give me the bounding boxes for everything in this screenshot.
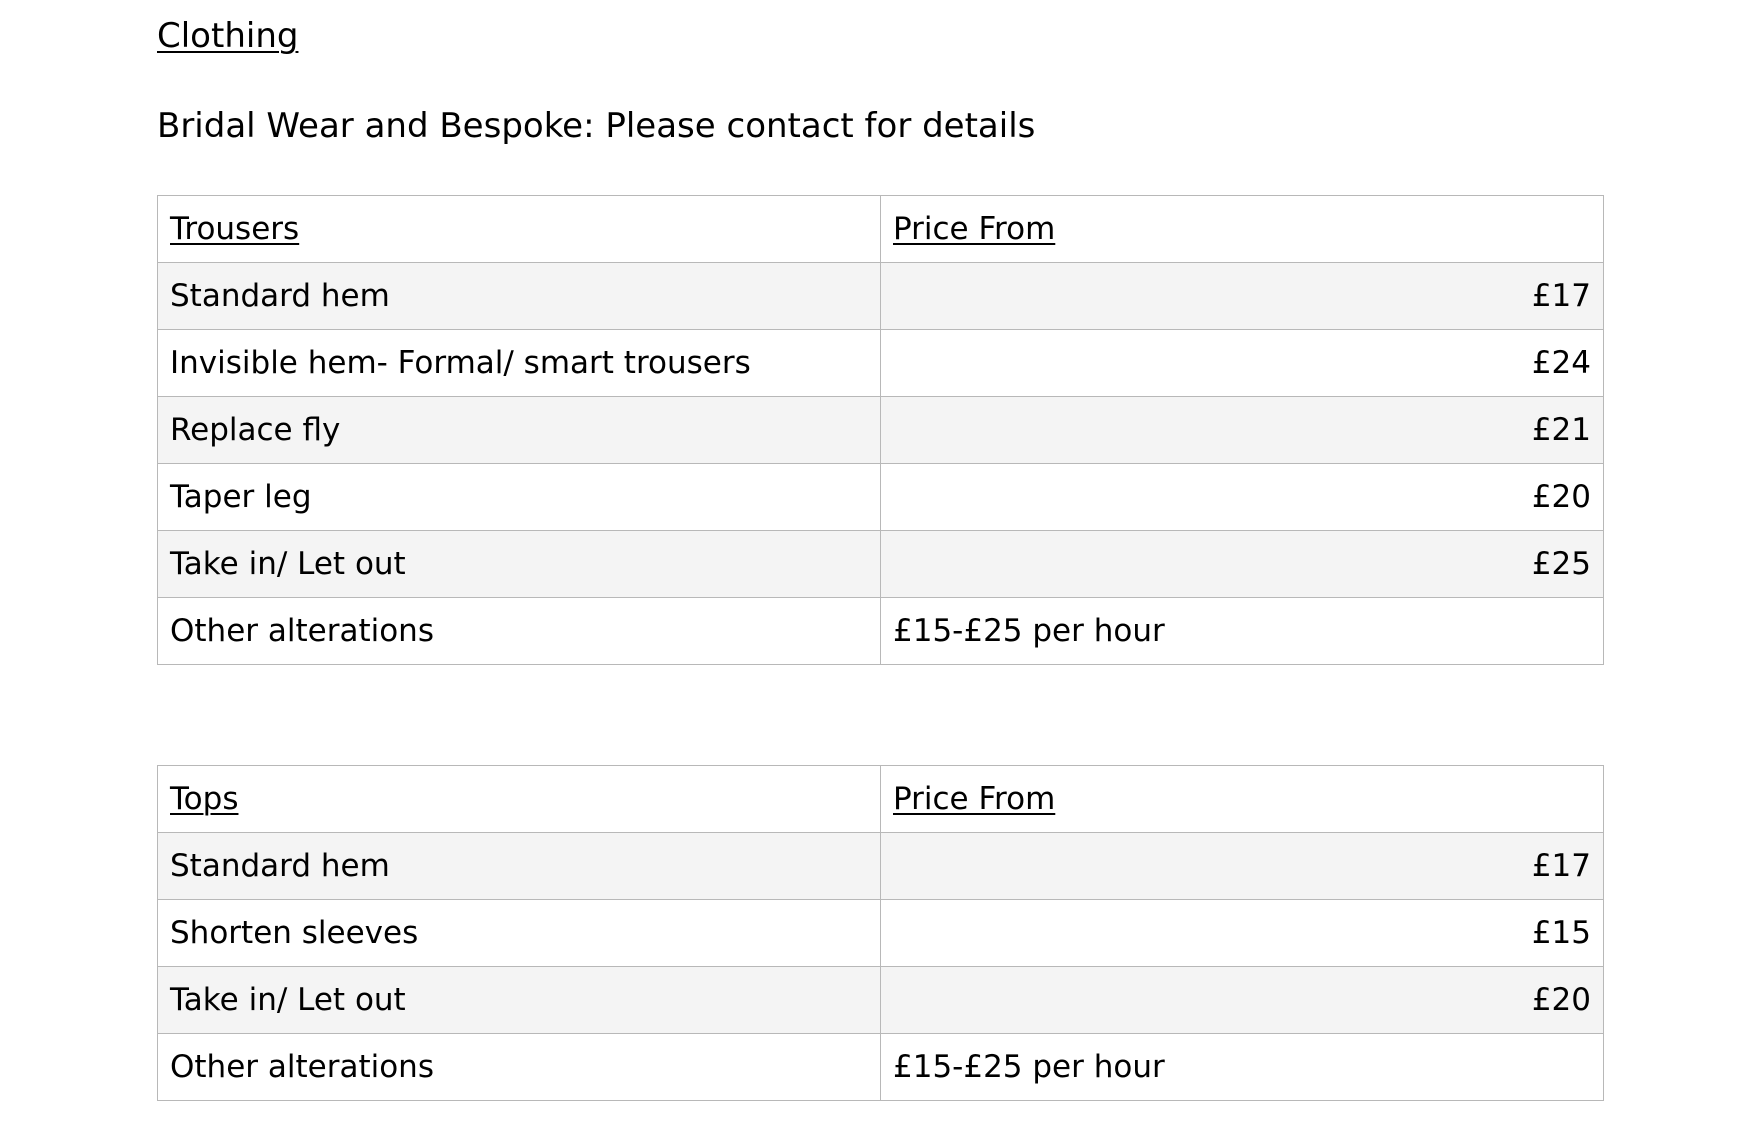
table-row: [158, 330, 1604, 397]
item-cell: Standard hem: [158, 263, 881, 330]
bridal-note: Bridal Wear and Bespoke: Please contact for details: [157, 106, 1036, 146]
table-row: [158, 900, 1604, 967]
tops-title: Tops: [170, 781, 239, 817]
item-cell: Shorten sleeves: [158, 900, 881, 967]
price-cell: £20: [881, 464, 1604, 531]
price-cell: £17: [881, 263, 1604, 330]
table-row: [158, 397, 1604, 464]
price-cell: £21: [881, 397, 1604, 464]
price-cell: £24: [881, 330, 1604, 397]
table-row: [158, 1034, 1604, 1101]
item-cell: Take in/ Let out: [158, 531, 881, 598]
table-header-cell: [158, 766, 881, 833]
trousers-price-table: [157, 195, 1604, 665]
price-cell: £15: [881, 900, 1604, 967]
table-header-row: [158, 196, 1604, 263]
tops-price-table: [157, 765, 1604, 1101]
table-row: [158, 833, 1604, 900]
table-row: [158, 531, 1604, 598]
price-cell: £20: [881, 967, 1604, 1034]
item-cell: Standard hem: [158, 833, 881, 900]
table-row: [158, 598, 1604, 665]
item-cell: Replace fly: [158, 397, 881, 464]
item-cell: Take in/ Let out: [158, 967, 881, 1034]
table-row: [158, 967, 1604, 1034]
price-from-header: Price From: [893, 211, 1056, 247]
table-header-cell: [881, 196, 1604, 263]
item-cell: Invisible hem- Formal/ smart trousers: [158, 330, 881, 397]
table-header-cell: [881, 766, 1604, 833]
price-from-header: Price From: [893, 781, 1056, 817]
table-header-row: [158, 766, 1604, 833]
price-cell: £25: [881, 531, 1604, 598]
page-heading: Clothing: [157, 16, 299, 56]
item-cell: Taper leg: [158, 464, 881, 531]
hourly-rate-cell: £15-£25 per hour: [881, 1034, 1604, 1101]
hourly-rate-cell: £15-£25 per hour: [881, 598, 1604, 665]
price-cell: £17: [881, 833, 1604, 900]
trousers-title: Trousers: [170, 211, 300, 247]
table-row: [158, 263, 1604, 330]
table-header-cell: [158, 196, 881, 263]
table-row: [158, 464, 1604, 531]
item-cell: Other alterations: [158, 598, 881, 665]
item-cell: Other alterations: [158, 1034, 881, 1101]
